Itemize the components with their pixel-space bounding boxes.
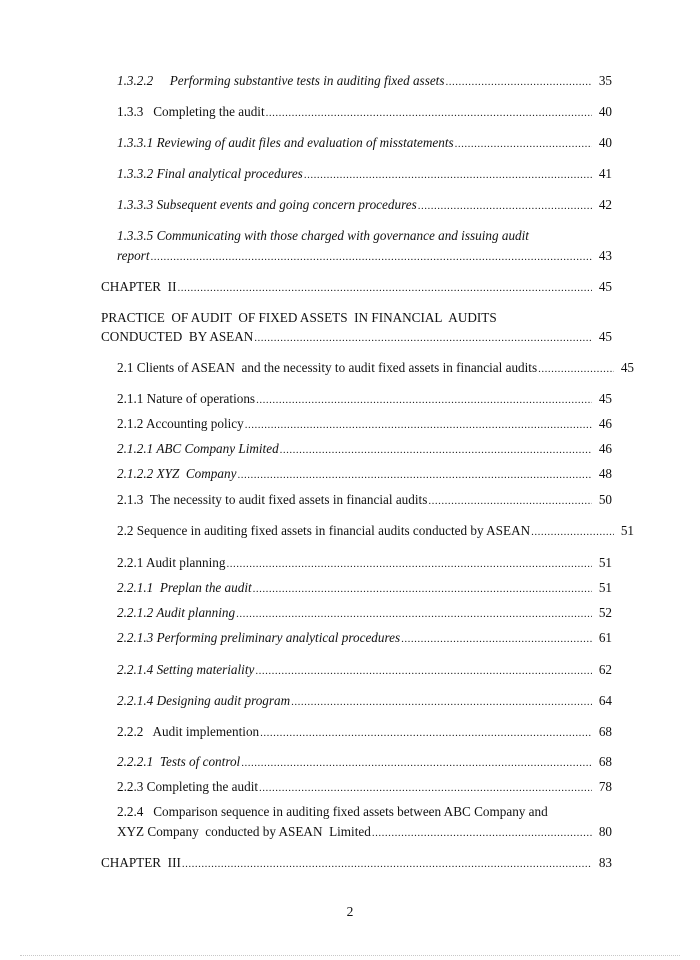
toc-entry-page: 51 (620, 523, 634, 538)
toc-entry-label: 2.2.1.2 Audit planning (117, 605, 236, 620)
toc-entry[interactable] (117, 824, 612, 841)
toc-entry-page: 45 (620, 360, 634, 375)
toc-leader-dots (266, 105, 592, 121)
toc-entry-label-line1: 2.2.4 Comparison sequence in auditing fixed assets between ABC Company and (117, 804, 548, 819)
toc-entry-label: CONDUCTED BY ASEAN (101, 329, 254, 344)
toc-entry[interactable] (117, 135, 612, 152)
toc-leader-dots (455, 136, 592, 152)
toc-entry[interactable] (117, 724, 612, 741)
toc-entry-page: 41 (598, 166, 612, 181)
toc-entry[interactable] (117, 248, 612, 265)
toc-entry-label: 2.1.2 Accounting policy (117, 416, 244, 431)
toc-entry[interactable] (117, 73, 612, 90)
toc-chapter-entry[interactable] (101, 855, 612, 872)
toc-entry-label: report (117, 248, 150, 263)
toc-entry-label: 2.2.3 Completing the audit (117, 779, 259, 794)
toc-leader-dots (259, 780, 592, 796)
toc-entry-label: 2.2.2 Audit implemention (117, 724, 260, 739)
toc-entry-page: 51 (598, 555, 612, 570)
toc-leader-dots (237, 467, 592, 483)
toc-leader-dots (280, 442, 592, 458)
toc-entry-page: 45 (598, 329, 612, 344)
toc-entry[interactable] (117, 166, 612, 183)
toc-entry-label-line1: 1.3.3.5 Communicating with those charged with governance and issuing audit (117, 228, 529, 243)
toc-entry-label: 1.3.3.1 Reviewing of audit files and evaluation of misstatements (117, 135, 454, 150)
page-number: 2 (346, 904, 354, 919)
toc-entry-page: 61 (598, 630, 612, 645)
toc-entry-label: 2.2.1.1 Preplan the audit (117, 580, 252, 595)
toc-leader-dots (428, 493, 592, 509)
toc-entry[interactable] (117, 555, 612, 572)
toc-leader-dots (260, 725, 592, 741)
toc-leader-dots (254, 330, 592, 346)
toc-entry-page: 42 (598, 197, 612, 212)
toc-leader-dots (304, 167, 592, 183)
toc-entry[interactable] (117, 605, 612, 622)
toc-entry-page: 46 (598, 416, 612, 431)
toc-leader-dots (401, 631, 592, 647)
toc-entry-page: 80 (598, 824, 612, 839)
toc-entry-page: 46 (598, 441, 612, 456)
toc-entry-label: 2.1.3 The necessity to audit fixed assets in financial audits (117, 492, 428, 507)
toc-entry[interactable] (117, 779, 612, 796)
toc-leader-dots (445, 74, 592, 90)
toc-leader-dots (182, 856, 592, 872)
toc-entry[interactable] (117, 391, 612, 408)
toc-entry-page: 40 (598, 135, 612, 150)
toc-entry-page: 48 (598, 466, 612, 481)
toc-entry-page: 68 (598, 724, 612, 739)
toc-leader-dots (236, 606, 592, 622)
toc-entry-label: 2.1.1 Nature of operations (117, 391, 256, 406)
toc-entry-page: 50 (598, 492, 612, 507)
toc-entry[interactable] (117, 441, 612, 458)
toc-entry-label: 2.2 Sequence in auditing fixed assets in financial audits conducted by ASEAN (117, 523, 531, 538)
toc-entry-label: 2.2.2.1 Tests of control (117, 754, 241, 769)
toc-entry[interactable] (117, 693, 612, 710)
toc-entry[interactable] (117, 104, 612, 121)
toc-leader-dots (256, 392, 592, 408)
toc-entry-page: 68 (598, 754, 612, 769)
toc-entry[interactable] (117, 360, 634, 377)
toc-entry-label: 1.3.3 Completing the audit (117, 104, 265, 119)
toc-entry-page: 51 (598, 580, 612, 595)
toc-entry[interactable] (117, 492, 612, 509)
toc-entry-label: 1.3.3.3 Subsequent events and going concern procedures (117, 197, 417, 212)
toc-entry-label: 2.2.1.4 Designing audit program (117, 693, 291, 708)
toc-entry-page: 78 (598, 779, 612, 794)
toc-entry-label: 2.1.2.2 XYZ Company (117, 466, 237, 481)
toc-entry-page: 35 (598, 73, 612, 88)
toc-entry[interactable] (117, 754, 612, 771)
toc-leader-dots (245, 417, 592, 433)
toc-chapter-title[interactable] (101, 329, 612, 346)
toc-chapter-title-line1: PRACTICE OF AUDIT OF FIXED ASSETS IN FINANCIAL AUDITS (101, 310, 497, 325)
toc-entry-label: XYZ Company conducted by ASEAN Limited (117, 824, 371, 839)
toc-entry-page: 62 (598, 662, 612, 677)
toc-entry-label: 1.3.2.2 Performing substantive tests in auditing fixed assets (117, 73, 445, 88)
toc-entry-page: 45 (598, 279, 612, 294)
toc-entry-label: 1.3.3.2 Final analytical procedures (117, 166, 303, 181)
toc-entry[interactable] (117, 630, 612, 647)
toc-leader-dots (241, 755, 592, 771)
toc-entry-page: 40 (598, 104, 612, 119)
toc-entry-label: 2.1 Clients of ASEAN and the necessity to audit fixed assets in financial audits (117, 360, 538, 375)
page-bottom-divider (20, 955, 680, 956)
toc-leader-dots (538, 361, 614, 377)
toc-leader-dots (255, 663, 592, 679)
toc-entry-label: CHAPTER II (101, 279, 177, 294)
toc-entry-page: 64 (598, 693, 612, 708)
toc-entry[interactable] (117, 523, 634, 540)
toc-leader-dots (372, 825, 592, 841)
toc-leader-dots (226, 556, 592, 572)
toc-entry-label: CHAPTER III (101, 855, 181, 870)
toc-leader-dots (177, 280, 592, 296)
toc-entry[interactable] (117, 197, 612, 214)
toc-entry-page: 83 (598, 855, 612, 870)
toc-leader-dots (253, 581, 592, 597)
toc-entry-label: 2.2.1 Audit planning (117, 555, 226, 570)
toc-entry[interactable] (117, 662, 612, 679)
toc-entry-label: 2.2.1.3 Performing preliminary analytical procedures (117, 630, 401, 645)
toc-entry-label: 2.1.2.1 ABC Company Limited (117, 441, 279, 456)
toc-entry[interactable] (117, 580, 612, 597)
toc-entry-page: 52 (598, 605, 612, 620)
toc-entry-page: 43 (598, 248, 612, 263)
toc-entry[interactable] (117, 466, 612, 483)
toc-leader-dots (291, 694, 592, 710)
toc-entry[interactable] (117, 416, 612, 433)
toc-leader-dots (418, 198, 592, 214)
toc-leader-dots (150, 249, 592, 265)
toc-leader-dots (531, 524, 614, 540)
toc-chapter-entry[interactable] (101, 279, 612, 296)
toc-entry-label: 2.2.1.4 Setting materiality (117, 662, 255, 677)
toc-entry-page: 45 (598, 391, 612, 406)
